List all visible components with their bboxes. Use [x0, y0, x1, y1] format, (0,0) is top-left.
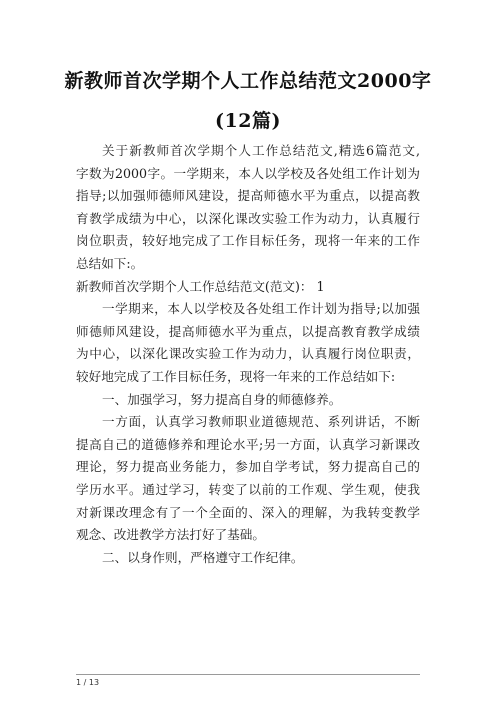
section-heading: 新教师首次学期个人工作总结范文(范文)： 1: [76, 278, 325, 294]
list-heading: 一、加强学习，努力提高自身的师德修养。: [102, 391, 342, 407]
paragraph-line: 学历水平。通过学习，转变了以前的工作观、学生观，使我: [76, 481, 420, 497]
paragraph-line: 育教学成绩为中心，以深化课改实验工作为动力，认真履行: [76, 210, 420, 226]
document-title-continued: (12篇): [215, 110, 281, 132]
paragraph-line: 提高自己的道德修养和理论水平;另一方面，认真学习新课改: [76, 436, 420, 452]
paragraph-line: 指导;以加强师德师风建设，提高师德水平为重点，以提高教: [76, 188, 420, 204]
paragraph-line: 一学期来，本人以学校及各处组工作计划为指导;以加强: [102, 301, 420, 317]
paragraph-line: 为中心，以深化课改实验工作为动力，认真履行岗位职责，: [76, 346, 420, 362]
list-heading: 二、以身作则，严格遵守工作纪律。: [102, 549, 304, 565]
paragraph-line: 师德师风建设，提高师德水平为重点，以提高教育教学成绩: [76, 323, 420, 339]
paragraph-line: 总结如下:。: [76, 255, 144, 271]
paragraph-line: 较好地完成了工作目标任务，现将一年来的工作总结如下:: [76, 368, 396, 384]
footer-divider: [76, 674, 420, 675]
paragraph-line: 字数为2000字。一学期来，本人以学校及各处组工作计划为: [76, 165, 420, 181]
paragraph-line: 观念、改进教学方法打好了基础。: [76, 527, 265, 543]
paragraph-line: 关于新教师首次学期个人工作总结范文,精选6篇范文,: [102, 143, 420, 158]
paragraph-line: 岗位职责，较好地完成了工作目标任务，现将一年来的工作: [76, 233, 420, 249]
paragraph-line: 一方面，认真学习教师职业道德规范、系列讲话，不断: [102, 414, 420, 430]
document-title: 新教师首次学期个人工作总结范文2000字: [64, 70, 432, 92]
paragraph-line: 理论，努力提高业务能力，参加自学考试，努力提高自己的: [76, 459, 420, 475]
page-number: 1 / 13: [76, 678, 100, 687]
document-body: [76, 140, 420, 569]
paragraph-line: 对新课改理念有了一个全面的、深入的理解，为我转变教学: [76, 504, 420, 520]
